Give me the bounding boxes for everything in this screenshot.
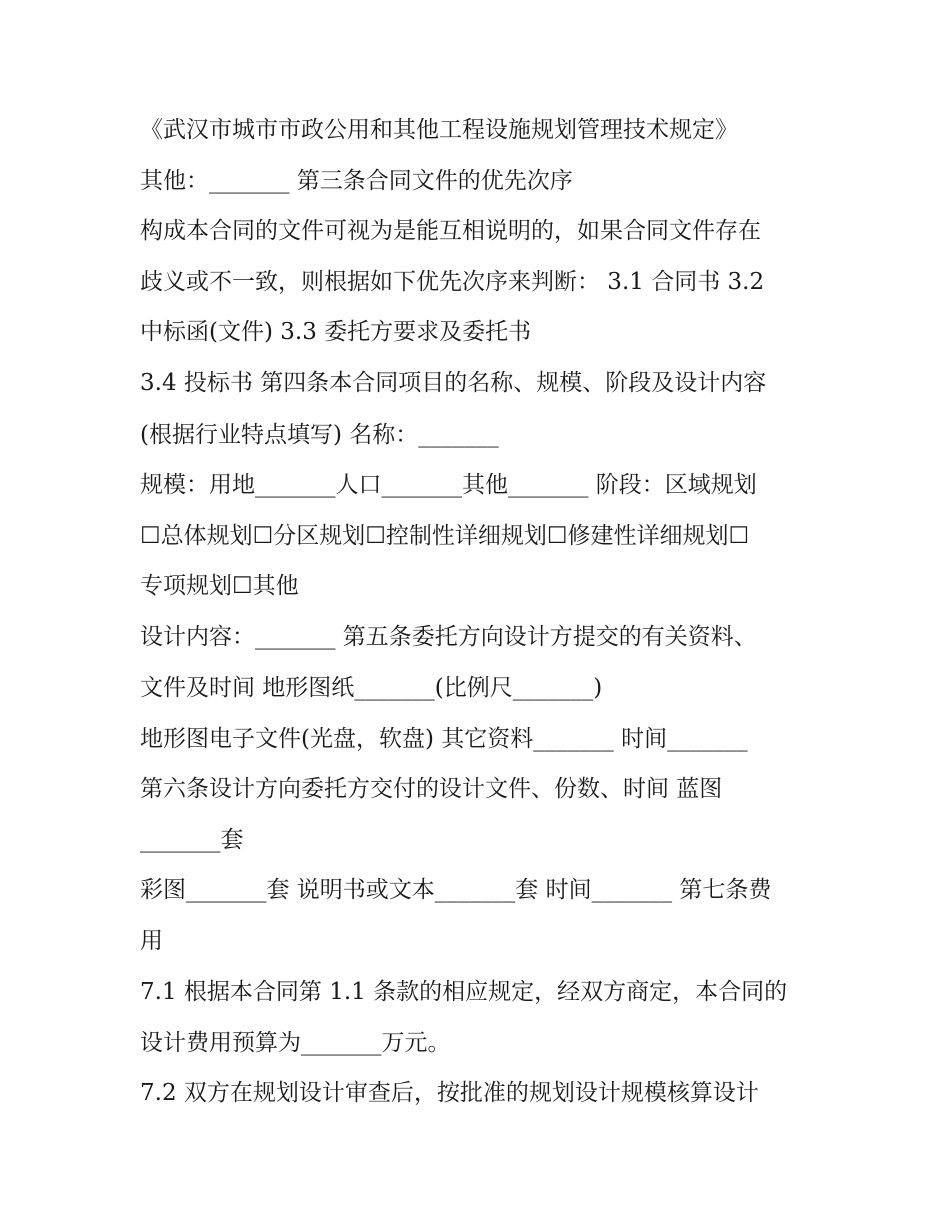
text-line: ☐总体规划☐分区规划☐控制性详细规划☐修建性详细规划☐	[140, 523, 750, 549]
text-line: 中标函(文件) 3.3 委托方要求及委托书	[140, 319, 532, 345]
text-line: 文件及时间 地形图纸_______(比例尺_______)	[140, 675, 603, 701]
text-line: 专项规划☐其他	[140, 573, 299, 599]
text-line: 第六条设计方向委托方交付的设计文件、份数、时间 蓝图	[140, 776, 723, 802]
text-line: 构成本合同的文件可视为是能互相说明的，如果合同文件存在	[140, 218, 761, 244]
text-line: 设计费用预算为_______万元。	[140, 1030, 451, 1056]
text-line: 7.2 双方在规划设计审查后，按批准的规划设计规模核算设计	[140, 1080, 759, 1106]
text-line: 设计内容：_______ 第五条委托方向设计方提交的有关资料、	[140, 624, 757, 650]
text-line: 规模：用地_______人口_______其他_______ 阶段：区域规划	[140, 472, 757, 498]
text-line: 歧义或不一致，则根据如下优先次序来判断： 3.1 合同书 3.2	[140, 269, 765, 295]
text-line: 彩图_______套 说明书或文本_______套 时间_______ 第七条费	[140, 877, 772, 903]
text-line: 7.1 根据本合同第 1.1 条款的相应规定，经双方商定，本合同的	[140, 979, 788, 1005]
text-line: 3.4 投标书 第四条本合同项目的名称、规模、阶段及设计内容	[140, 370, 767, 396]
text-line: (根据行业特点填写) 名称：_______	[140, 422, 499, 448]
text-line: 用	[140, 928, 163, 954]
text-line: 《武汉市城市市政公用和其他工程设施规划管理技术规定》	[140, 117, 738, 143]
text-line: 其他：_______ 第三条合同文件的优先次序	[140, 168, 573, 194]
text-line: _______套	[140, 827, 244, 853]
text-line: 地形图电子文件(光盘，软盘) 其它资料_______ 时间_______	[140, 726, 748, 752]
